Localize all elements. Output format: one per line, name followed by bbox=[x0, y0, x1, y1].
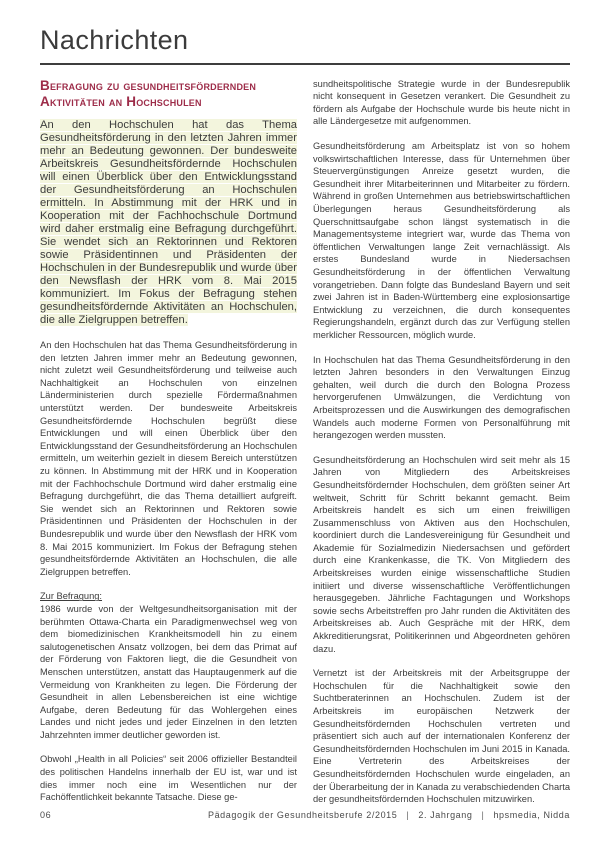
paragraph: 1986 wurde von der Weltgesundheitsorganisation mit der berühmten Ottawa-Charta ein Paradigmenwechsel weg von dem biomedizinischen Krankheitsmodell hin zu einem salutogenetischen Ansatz vollzogen, bei dem das Primat auf der Förderung von Faktoren liegt, die die Gesundheit von Menschen unterstützen, anstatt das Hauptaugenmerk auf die Vermeidung von Krankheiten zu legen. Die Förderung der Gesundheit in allen Lebensbereichen ist eine wichtige Aufgabe, deren Bedeutung für das Wohlergehen eines Landes und nicht jedes und jeder Einzelnen in den letzten Jahrzehnten immer deutlicher geworden ist. bbox=[40, 603, 297, 740]
two-column-layout bbox=[40, 78, 570, 806]
footer-journal-info bbox=[208, 810, 570, 820]
footer-volume: 2. Jahrgang bbox=[418, 810, 473, 820]
lead-paragraph-text: An den Hochschulen hat das Thema Gesundheitsförderung in den letzten Jahren immer mehr an Bedeutung gewonnen. Der bundesweite Arbeitskreis Gesundheitsfördernde Hochschulen will einen Überblick über den Entwicklungsstand der Gesundheitsförderung an Hochschulen ermitteln. In Abstimmung mit der HRK und in Kooperation mit der Fachhochschule Dortmund wird daher erstmalig eine Befragung durchgeführt. Sie wendet sich an Rektorinnen und Rektoren sowie Präsidentinnen und Präsidenten der Hochschulen in der Bundesrepublik und wurde über den Newsflash der HRK vom 8. Mai 2015 kommuniziert. Im Fokus der Befragung stehen gesundheitsfördernde Aktivitäten an Hochschulen, die alle Zielgruppen betreffen. bbox=[40, 119, 297, 327]
footer-separator: | bbox=[406, 810, 410, 820]
paragraph: Obwohl „Health in all Policies“ seit 2006 offizieller Bestandteil des politischen Handelns innerhalb der EU ist, war und ist dies immer noch eine im Wesentlichen nur der Fachöffentlichkeit bekannte Tatsache. Diese ge- bbox=[40, 754, 297, 803]
footer-journal-title: Pädagogik der Gesundheitsberufe 2/2015 bbox=[207, 810, 398, 820]
paragraph: An den Hochschulen hat das Thema Gesundheitsförderung in den letzten Jahren immer mehr an Bedeutung gewonnen, nicht zuletzt weil Gesundheitsförderung und teilweise auch Nachhaltigkeit an Hochschulen von einzelnen Länderministerien durch spezielle Fördermaßnahmen unterstützt werden. Der bundesweite Arbeitskreis Gesundheitsfördernde Hochschulen begrüßt diese Entwicklungen und will einen Überblick über den Entwicklungsstand der Gesundheitsförderung an Hochschulen ermitteln, um weiterhin gezielt in diesem Bereich unterstützen zu können. In Abstimmung mit der HRK und in Kooperation mit der Fachhochschule Dortmund wird daher erstmalig eine Befragung durchgeführt, die das Thema detailliert aufgreift. Sie wendet sich an Rektorinnen und Rektoren sowie Präsidentinnen und Präsidenten der Hochschulen in der Bundesrepublik und wurde über den Newsflash der HRK vom 8. Mai 2015 kommuniziert. Im Fokus der Befragung stehen gesundheitsfördernde Aktivitäten an Hochschulen, die alle Zielgruppen betreffen. bbox=[40, 340, 297, 577]
lead-paragraph bbox=[40, 119, 297, 327]
footer-separator: | bbox=[481, 810, 485, 820]
article-heading: Befragung zu gesundheitsfördernden Aktivitäten an Hochschulen bbox=[40, 77, 257, 109]
paragraph: In Hochschulen hat das Thema Gesundheitsförderung in den letzten Jahren besonders in den Verwaltungen Einzug gehalten, weil durch die durch den Bologna Prozess hervorgerufenen Umwälzungen, die Verdichtung von Arbeitsprozessen und die Auswirkungen des demografischen Wandels auch moderne Formen von Personalführung mit herangezogen werden mussten. bbox=[313, 354, 570, 441]
footer-publisher: hpsmedia, Nidda bbox=[493, 810, 570, 820]
page-content bbox=[40, 26, 570, 806]
page-number: 06 bbox=[40, 810, 52, 820]
paragraph: Gesundheitsförderung am Arbeitsplatz ist von so hohem volkswirtschaftlichen Interesse, dass für Unternehmen über Steuervergünstigungen Anreize gesetzt wurden, die Gesundheit ihrer Mitarbeiterinnen und Mitarbeiter zu fördern. Während in großen Unternehmen aus betriebswirtschaftlichen Überlegungen heraus Gesundheitsförderung als Querschnittsaufgabe schon längst systematisch in die Managementsysteme integriert war, wurde das Thema von öffentlichen Verwaltungen lange Zeit vernachlässigt. Als erstes Bundesland wurde in Niedersachsen Gesundheitsförderung in der öffentlichen Verwaltung vorangetrieben. Dann folgte das Bundesland Bayern und seit zwei Jahren ist in Baden-Württemberg eine explosionsartige Entwicklung zu verzeichnen, die durch konsequentes Regierungshandeln, ergänzt durch das zur Verfügung stellen merklicher Ressourcen, möglich wurde. bbox=[313, 141, 570, 340]
page-title: Nachrichten bbox=[40, 25, 189, 55]
subheading-zur-befragung: Zur Befragung: bbox=[40, 591, 103, 602]
page-footer bbox=[40, 810, 570, 820]
paragraph: Gesundheitsförderung an Hochschulen wird seit mehr als 15 Jahren von Mitgliedern des Arbeitskreises Gesundheitsfördernder Hochschulen, dem größten seiner Art weltweit, Schritt für Schritt bekannt gemacht. Beim Arbeitskreis handelt es sich um einen freiwilligen Zusammenschluss von Aktiven aus den Hochschulen, koordiniert durch die Landesvereinigung für Gesundheit und Akademie für Sozialmedizin Niedersachsen und gefördert durch eine Krankenkasse, die TK. Von Mitgliedern des Arbeitskreises wurden einige wissenschaftliche Studien initiiert und diverse wissenschaftliche Veröffentlichungen herausgegeben. Jährliche Fachtagungen und Workshops sowie sechs Arbeitstreffen pro Jahr runden die Aktivitäten des Arbeitskreises ab. Auch Gespräche mit der HRK, dem Akkreditierungsrat, Politikerinnen und Abgeordneten gehören dazu. bbox=[313, 454, 570, 654]
paragraph: sundheitspolitische Strategie wurde in der Bundesrepublik nicht konsequent in Gesetzen verankert. Die Gesundheit zu fördern als Aufgabe der Hochschule wurde bis heute nicht in alle Ländergesetze mit aufgenommen. bbox=[313, 78, 570, 127]
right-column bbox=[313, 78, 570, 806]
paragraph: Vernetzt ist der Arbeitskreis mit der Arbeitsgruppe der Hochschulen für die Nachhaltigkeit sowie den Suchtberaterinnen an Hochschulen. Zudem ist der Arbeitskreis im europäischen Netzwerk der Gesundheitsfördernden Hochschulen vertreten und präsentiert sich auch auf der internationalen Konferenz der Gesundheitsfördernden Hochschulen im Juni 2015 in Kanada. Eine Vertreterin des Arbeitskreises der Gesundheitsfördernden Hochschulen wurde eingeladen, an der Überarbeitung der in Kanada zu verabschiedenden Charta der gesundheitsfördernden Hochschulen mitzuwirken. bbox=[313, 668, 570, 805]
left-column bbox=[40, 78, 297, 806]
title-divider bbox=[40, 63, 570, 65]
